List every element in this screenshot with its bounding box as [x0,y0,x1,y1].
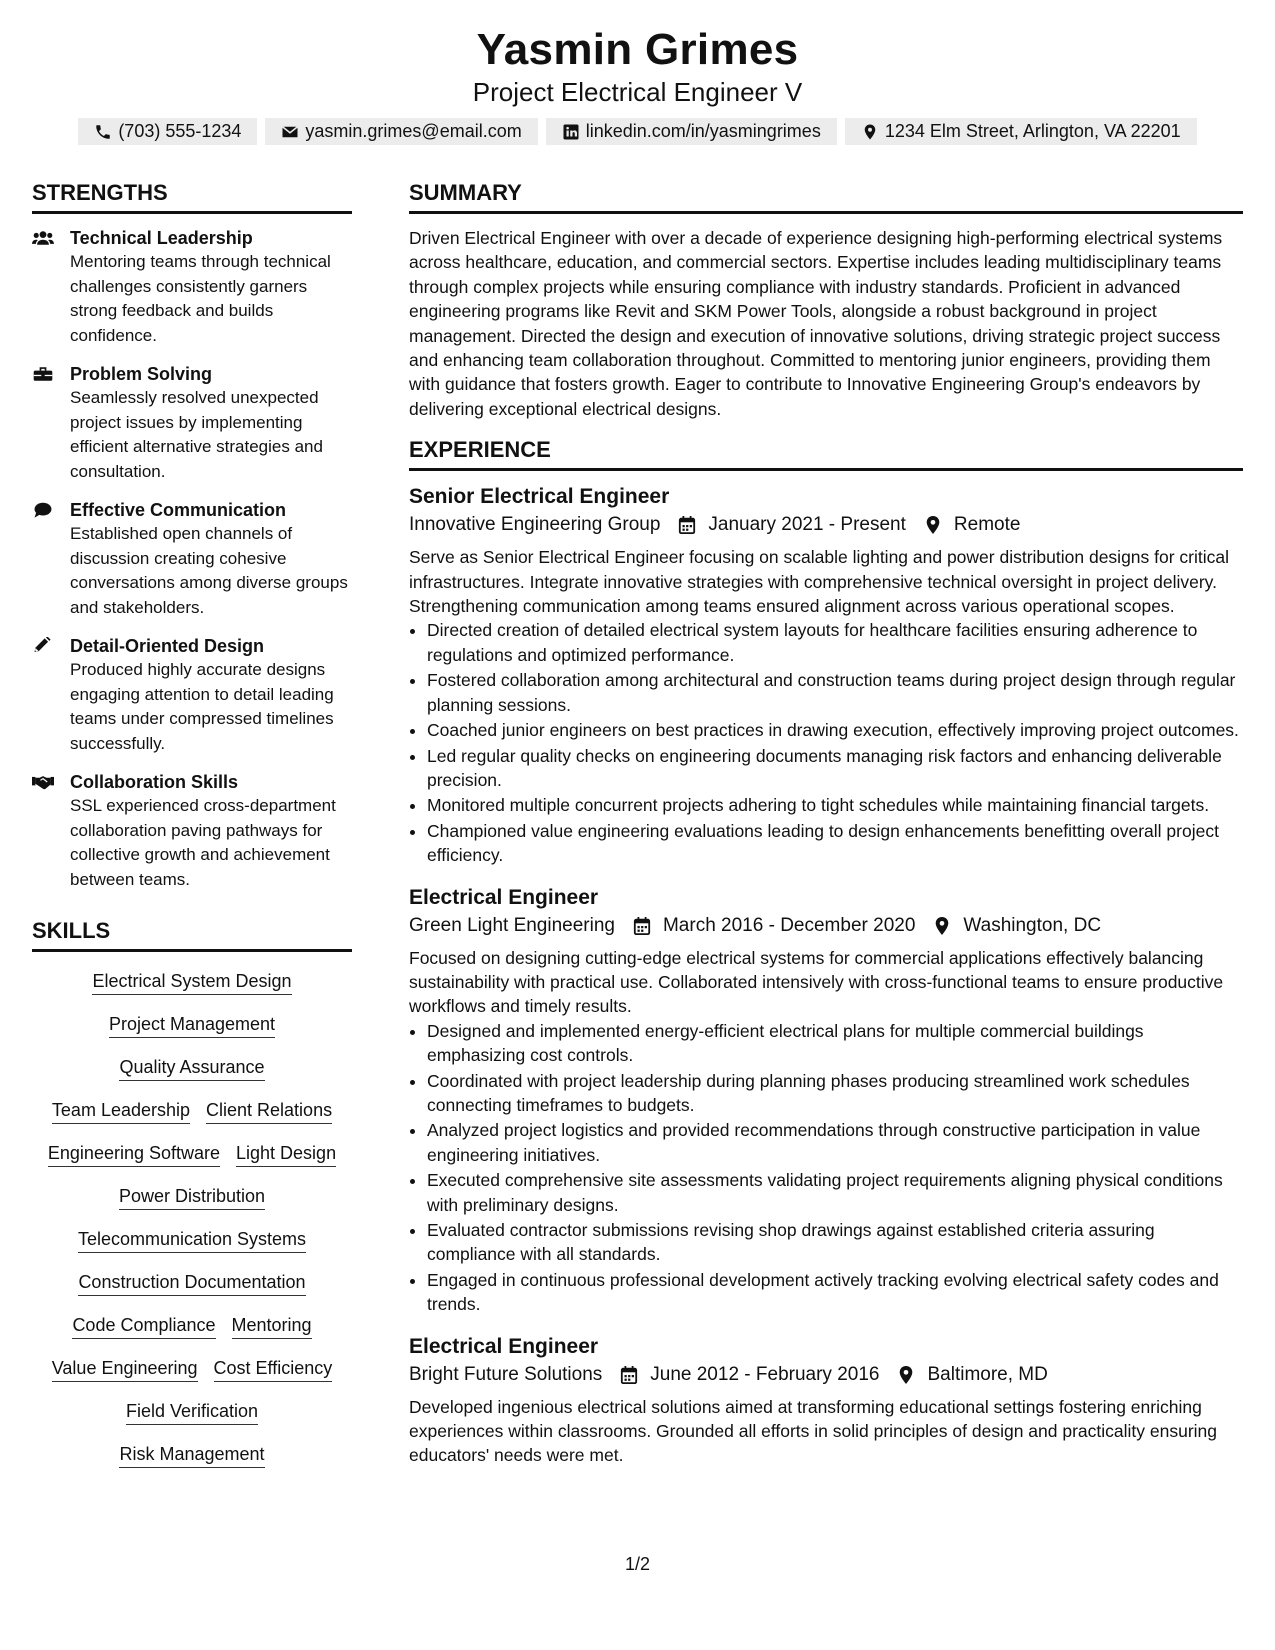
job-company: Bright Future Solutions [409,1363,603,1385]
envelope-icon [281,123,299,141]
strength-desc: Produced highly accurate designs engaging attention to detail leading teams under compressed timelines successfully. [70,660,334,753]
contact-email [265,118,537,145]
job-bullet: • Engaged in continuous professional development actively tracking evolving electrical safety codes and trends. [427,1268,1243,1317]
job-bullet: • Evaluated contractor submissions revising shop drawings against established criteria assuring compliance with all standards. [427,1218,1243,1267]
skill-tag: Client Relations [206,1099,332,1124]
job-bullets [409,618,1243,867]
strength-title: Effective Communication [70,500,287,520]
strength-item [32,770,352,892]
users-icon [32,229,54,247]
skills-row [32,1056,352,1081]
left-column [32,180,352,1474]
skills-row [32,1013,352,1038]
strength-desc: Established open channels of discussion creating cohesive conversations among diverse groups and stakeholders. [70,524,348,617]
job-dates: March 2016 - December 2020 [662,914,916,936]
job-title: Electrical Engineer [409,1334,599,1358]
skill-tag: Mentoring [232,1314,312,1339]
skills-row [32,1142,352,1167]
contact-address-text: 1234 Elm Street, Arlington, VA 22201 [884,121,1181,141]
job-bullet: • Monitored multiple concurrent projects adhering to tight schedules while maintaining financial targets. [427,793,1243,817]
candidate-title: Project Electrical Engineer V [472,77,803,107]
job-meta [409,511,1243,539]
skill-tag: Project Management [109,1013,275,1038]
phone-icon [94,123,112,141]
skill-tag: Telecommunication Systems [78,1228,306,1253]
skills-row [32,1099,352,1124]
page-number: 1/2 [624,1554,651,1574]
strength-item [32,226,352,348]
location-pin-icon [861,123,879,141]
pencil-icon [32,637,54,655]
job-description: Focused on designing cutting-edge electrical systems for commercial applications effectively balancing sustainability with practical use. Collaborated intensively with cross-functional teams to ensure productive workflows and timely results. [409,947,1224,1017]
skill-tag: Quality Assurance [119,1056,264,1081]
skills-row [32,1400,352,1425]
contact-address [845,118,1197,145]
job-bullet: • Coached junior engineers on best practices in drawing execution, effectively improving project outcomes. [427,718,1243,742]
toolbox-icon [32,365,54,383]
job-title: Senior Electrical Engineer [409,485,670,509]
contact-linkedin [546,118,837,145]
linkedin-icon [562,123,580,141]
skills-row [32,1185,352,1210]
strength-item [32,362,352,484]
skills-row [32,1314,352,1339]
calendar-icon [633,916,651,936]
contact-phone-text: (703) 555-1234 [118,121,242,141]
skill-tag: Engineering Software [48,1142,220,1167]
strength-desc: Seamlessly resolved unexpected project issues by implementing efficient alternative strategies and consultation. [70,388,323,481]
strength-title: Problem Solving [70,364,213,384]
skill-tag: Power Distribution [119,1185,265,1210]
skills-heading: SKILLS [32,918,352,952]
experience-list [409,483,1243,1468]
skills-row [32,970,352,995]
skills-row [32,1357,352,1382]
skills-row [32,1228,352,1253]
strength-title: Collaboration Skills [70,772,239,792]
job-bullet: • Analyzed project logistics and provided recommendations through constructive participation in value engineering initiatives. [427,1118,1243,1167]
summary-text: Driven Electrical Engineer with over a decade of experience designing high-performing electrical systems across healthcare, education, and commercial sectors. Expertise includes leading multidisciplinary teams through complex projects while ensuring compliance with industry standards. Proficient in advanced engineering programs like Revit and SKM Power Tools, alongside a robust background in project management. Directed the design and execution of innovative solutions, driving strategic project success and enhancing team collaboration throughout. Committed to mentoring junior engineers, providing them with guidance that fosters growth. Eager to contribute to Innovative Engineering Group's endeavors by delivering exceptional electrical designs. [409,228,1223,419]
job-company: Innovative Engineering Group [409,514,661,536]
job-bullet: • Executed comprehensive site assessments validating project requirements aligning physical conditions with preliminary designs. [427,1168,1243,1217]
job-bullet: • Designed and implemented energy-efficient electrical plans for multiple commercial buildings emphasizing cost controls. [427,1019,1243,1068]
right-column [409,180,1243,1484]
skill-tag: Cost Efficiency [214,1357,333,1382]
job-dates: January 2021 - Present [708,514,906,536]
location-pin-icon [897,1365,915,1385]
strength-desc: SSL experienced cross-department collaboration paving pathways for collective growth and achievement between teams. [70,796,336,889]
contact-bar [0,118,1275,145]
skills-list [32,964,352,1474]
skill-tag: Construction Documentation [78,1271,305,1296]
job-bullet: • Directed creation of detailed electrical system layouts for healthcare facilities ensuring adherence to regulations and optimized performance. [427,618,1243,667]
job-location: Baltimore, MD [927,1363,1048,1385]
skill-tag: Light Design [236,1142,336,1167]
skill-tag: Team Leadership [52,1099,190,1124]
skill-tag: Code Compliance [72,1314,215,1339]
job-bullet: • Coordinated with project leadership during planning phases producing streamlined work schedules connecting timeframes to budgets. [427,1069,1243,1118]
job-bullet: • Fostered collaboration among architectural and construction teams during project design through regular planning sessions. [427,668,1243,717]
strength-desc: Mentoring teams through technical challenges consistently garners strong feedback and builds confidence. [70,252,331,345]
strength-title: Technical Leadership [70,228,253,248]
handshake-icon [32,773,54,791]
skill-tag: Field Verification [126,1400,258,1425]
job-bullet: • Championed value engineering evaluations leading to design enhancements benefitting overall project efficiency. [427,819,1243,868]
contact-phone [78,118,257,145]
strength-item [32,498,352,620]
job-description: Developed ingenious electrical solutions aimed at transforming educational settings fostering enriching experiences within classrooms. Grounded all efforts in solid principles of design and practicality ensuring educators' needs were met. [409,1396,1218,1466]
experience-heading: EXPERIENCE [409,437,1243,471]
job-location: Remote [953,514,1021,536]
resume-header [0,0,1275,145]
skills-row [32,1271,352,1296]
calendar-icon [620,1365,638,1385]
job-bullet: • Led regular quality checks on engineering documents managing risk factors and enhancing deliverable precision. [427,744,1243,793]
speech-bubble-icon [32,501,54,519]
contact-linkedin-text: linkedin.com/in/yasmingrimes [585,121,821,141]
skill-tag: Risk Management [119,1443,264,1468]
job-location: Washington, DC [963,914,1102,936]
job-meta [409,1361,1243,1389]
job-bullets [409,1019,1243,1317]
job-description: Serve as Senior Electrical Engineer focusing on scalable lighting and power distribution designs for critical infrastructures. Integrate innovative strategies with comprehensive technical oversight in project delivery. Strengthening communication among teams ensured alignment across various operational scopes. [409,547,1230,617]
job-dates: June 2012 - February 2016 [650,1363,880,1385]
job-company: Green Light Engineering [409,914,615,936]
candidate-name: Yasmin Grimes [476,25,799,74]
strength-item [32,634,352,756]
summary-heading: SUMMARY [409,180,1243,214]
location-pin-icon [924,515,942,535]
location-pin-icon [933,916,951,936]
strengths-heading: STRENGTHS [32,180,352,214]
job-entry [409,483,1243,867]
calendar-icon [678,515,696,535]
job-entry [409,884,1243,1317]
contact-email-text: yasmin.grimes@email.com [305,121,522,141]
job-entry [409,1333,1243,1468]
skills-row [32,1443,352,1468]
job-meta [409,912,1243,940]
job-title: Electrical Engineer [409,885,599,909]
strength-title: Detail-Oriented Design [70,636,265,656]
skill-tag: Value Engineering [52,1357,198,1382]
skill-tag: Electrical System Design [92,970,291,995]
